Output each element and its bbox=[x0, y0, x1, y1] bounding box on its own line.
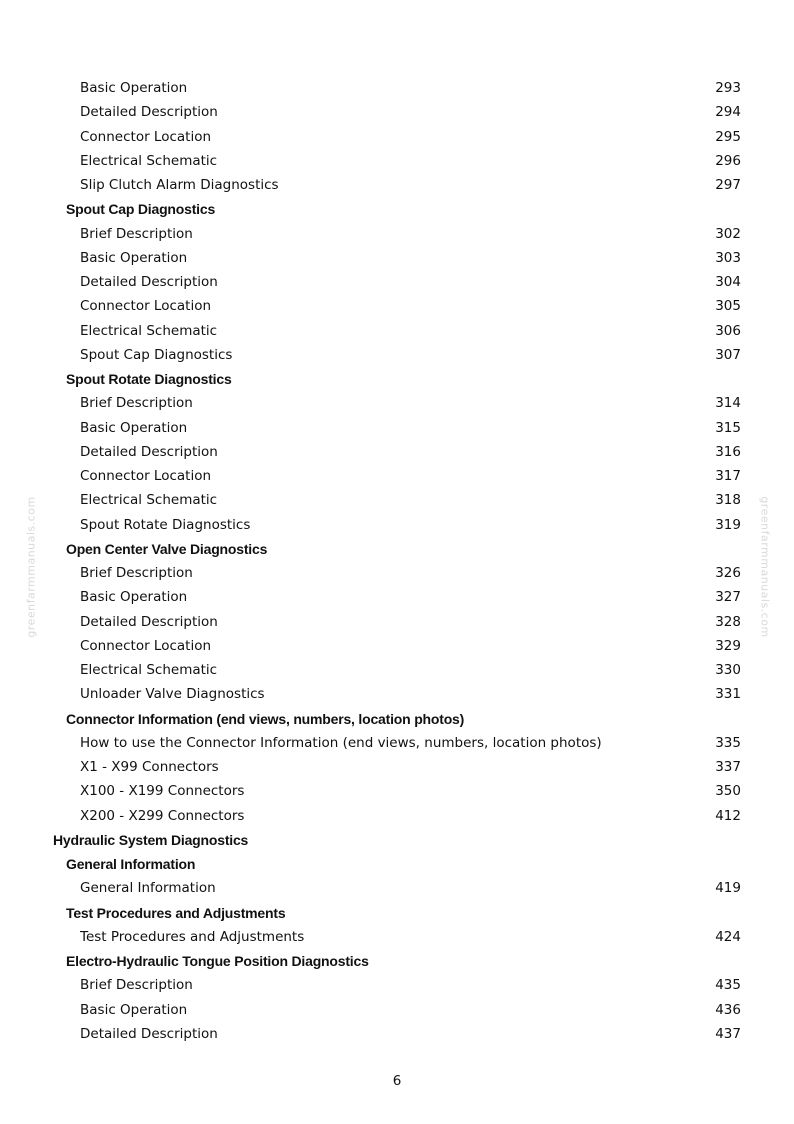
toc-section-heading bbox=[0, 828, 794, 852]
watermark-right: greenfarmmanuals.com bbox=[758, 496, 772, 638]
toc-entry-title[interactable]: Detailed Description bbox=[80, 274, 218, 290]
toc-entry-title[interactable]: Electrical Schematic bbox=[80, 662, 218, 678]
toc-entry[interactable] bbox=[0, 804, 794, 828]
toc-entry-title[interactable]: Connector Location bbox=[80, 128, 212, 145]
toc-entry[interactable] bbox=[0, 658, 794, 682]
toc-heading-title: Test Procedures and Adjustments bbox=[66, 904, 286, 921]
toc-entry[interactable] bbox=[0, 755, 794, 779]
toc-entry[interactable] bbox=[0, 319, 794, 343]
toc-heading-title: General Information bbox=[66, 856, 196, 872]
toc-entry[interactable] bbox=[0, 634, 794, 658]
toc-entry[interactable] bbox=[0, 246, 794, 270]
toc-entry[interactable] bbox=[0, 100, 794, 124]
toc-entry[interactable] bbox=[0, 561, 794, 585]
toc-heading-title: Open Center Valve Diagnostics bbox=[66, 540, 268, 557]
toc-entry[interactable] bbox=[0, 440, 794, 464]
toc-entry-title[interactable]: Brief Description bbox=[80, 395, 193, 412]
toc-entry[interactable] bbox=[0, 464, 794, 488]
toc-page-number[interactable]: 297 bbox=[715, 177, 741, 193]
toc-section-heading bbox=[0, 197, 794, 221]
toc-page-number[interactable]: 318 bbox=[715, 492, 741, 509]
toc-entry-title[interactable]: Connector Location bbox=[80, 298, 212, 315]
toc-entry-title[interactable]: X1 - X99 Connectors bbox=[80, 759, 219, 775]
toc-page-number[interactable]: 328 bbox=[715, 613, 741, 630]
toc-entry[interactable] bbox=[0, 513, 794, 537]
toc-entry[interactable] bbox=[0, 416, 794, 440]
toc-entry-title[interactable]: Electrical Schematic bbox=[80, 492, 218, 509]
toc-entry-title[interactable]: Connector Location bbox=[80, 637, 212, 654]
toc-section-heading bbox=[0, 901, 794, 925]
toc-entry[interactable] bbox=[0, 149, 794, 173]
toc-section-heading bbox=[0, 367, 794, 391]
toc-entry-title[interactable]: Brief Description bbox=[80, 225, 193, 242]
toc-entry[interactable] bbox=[0, 973, 794, 997]
toc-page-number[interactable]: 436 bbox=[715, 1001, 741, 1018]
toc-entry[interactable] bbox=[0, 391, 794, 415]
toc-entry[interactable] bbox=[0, 270, 794, 294]
toc-entry-title[interactable]: Basic Operation bbox=[80, 80, 188, 96]
toc-entry-title[interactable]: Basic Operation bbox=[80, 419, 188, 436]
toc-entry-title[interactable]: X100 - X199 Connectors bbox=[80, 783, 245, 800]
toc-entry[interactable] bbox=[0, 173, 794, 197]
toc-page-number[interactable]: 315 bbox=[715, 419, 741, 436]
toc-page-number[interactable]: 317 bbox=[715, 468, 741, 484]
toc-entry-title[interactable]: Electrical Schematic bbox=[80, 322, 218, 339]
toc-entry[interactable] bbox=[0, 343, 794, 367]
toc-entry[interactable] bbox=[0, 294, 794, 318]
toc-page-number[interactable]: 437 bbox=[715, 1025, 741, 1042]
toc-page-number[interactable]: 294 bbox=[715, 104, 741, 121]
toc-entry[interactable] bbox=[0, 779, 794, 803]
toc-page-number[interactable]: 327 bbox=[715, 589, 741, 606]
toc-page-number[interactable]: 304 bbox=[715, 274, 741, 290]
page-number: 6 bbox=[392, 1073, 402, 1089]
toc-entry-title[interactable]: How to use the Connector Information (end views, numbers, location photos) bbox=[80, 734, 602, 751]
toc-page-number[interactable]: 329 bbox=[715, 637, 741, 654]
toc-page-number[interactable]: 331 bbox=[715, 686, 741, 703]
toc-heading-title: Spout Cap Diagnostics bbox=[66, 201, 216, 218]
toc-page-number[interactable]: 435 bbox=[715, 977, 741, 994]
toc-page-number[interactable]: 302 bbox=[715, 225, 741, 242]
toc-page-number[interactable]: 305 bbox=[715, 298, 741, 315]
toc-page-number[interactable]: 306 bbox=[715, 322, 741, 339]
toc-entry-title[interactable]: Detailed Description bbox=[80, 104, 218, 121]
toc-entry-title[interactable]: Spout Rotate Diagnostics bbox=[80, 516, 251, 533]
toc-entry-title[interactable]: X200 - X299 Connectors bbox=[80, 807, 245, 824]
toc-entry-title[interactable]: Unloader Valve Diagnostics bbox=[80, 686, 265, 703]
toc-entry-title[interactable]: Detailed Description bbox=[80, 1025, 218, 1042]
toc-entry-title[interactable]: Basic Operation bbox=[80, 589, 188, 606]
toc-page-number[interactable]: 303 bbox=[715, 249, 741, 266]
toc-entry-title[interactable]: Connector Location bbox=[80, 468, 212, 484]
toc-section-heading bbox=[0, 537, 794, 561]
toc-section-heading bbox=[0, 852, 794, 876]
toc-entry-title[interactable]: Spout Cap Diagnostics bbox=[80, 346, 233, 363]
toc-heading-title: Hydraulic System Diagnostics bbox=[53, 831, 249, 848]
toc-entry-title[interactable]: Basic Operation bbox=[80, 1001, 188, 1018]
toc-section-heading bbox=[0, 949, 794, 973]
toc-page-number[interactable]: 326 bbox=[715, 565, 741, 581]
toc-page-number[interactable]: 296 bbox=[715, 152, 741, 169]
toc-entry[interactable] bbox=[0, 610, 794, 634]
toc-entry[interactable] bbox=[0, 222, 794, 246]
toc-entry[interactable] bbox=[0, 76, 794, 100]
toc-entry-title[interactable]: Brief Description bbox=[80, 565, 193, 581]
watermark-left: greenfarmmanuals.com bbox=[24, 496, 38, 638]
toc-entry[interactable] bbox=[0, 1022, 794, 1046]
toc-page-number[interactable]: 330 bbox=[715, 662, 741, 678]
toc-page-number[interactable]: 314 bbox=[715, 395, 741, 412]
toc-entry[interactable] bbox=[0, 682, 794, 706]
toc-entry-title[interactable]: Detailed Description bbox=[80, 443, 218, 460]
toc-page-number[interactable]: 316 bbox=[715, 443, 741, 460]
toc-page-number[interactable]: 350 bbox=[715, 783, 741, 800]
toc-section-heading bbox=[0, 707, 794, 731]
table-of-contents bbox=[0, 76, 794, 1046]
toc-entry[interactable] bbox=[0, 876, 794, 900]
toc-page-number[interactable]: 337 bbox=[715, 759, 741, 775]
toc-entry[interactable] bbox=[0, 125, 794, 149]
toc-page-number[interactable]: 335 bbox=[715, 734, 741, 751]
toc-page-number[interactable]: 319 bbox=[715, 516, 741, 533]
toc-entry-title[interactable]: Electrical Schematic bbox=[80, 152, 218, 169]
toc-entry[interactable] bbox=[0, 488, 794, 512]
toc-entry-title[interactable]: Test Procedures and Adjustments bbox=[80, 928, 305, 945]
toc-heading-title: Connector Information (end views, numbers, location photos) bbox=[66, 710, 465, 727]
toc-page-number[interactable]: 412 bbox=[715, 807, 741, 824]
toc-page-number[interactable]: 424 bbox=[715, 928, 741, 945]
toc-page-number[interactable]: 293 bbox=[715, 80, 741, 96]
toc-entry[interactable] bbox=[0, 925, 794, 949]
toc-page-number[interactable]: 419 bbox=[715, 880, 741, 897]
toc-page-number[interactable]: 307 bbox=[715, 346, 741, 363]
toc-entry[interactable] bbox=[0, 731, 794, 755]
toc-heading-title: Electro-Hydraulic Tongue Position Diagnostics bbox=[66, 953, 369, 969]
toc-entry-title[interactable]: Detailed Description bbox=[80, 613, 218, 630]
toc-entry[interactable] bbox=[0, 998, 794, 1022]
toc-heading-title: Spout Rotate Diagnostics bbox=[66, 371, 232, 387]
toc-entry-title[interactable]: Brief Description bbox=[80, 977, 193, 994]
toc-entry-title[interactable]: General Information bbox=[80, 880, 216, 897]
toc-entry-title[interactable]: Basic Operation bbox=[80, 249, 188, 266]
toc-page-number[interactable]: 295 bbox=[715, 128, 741, 145]
toc-entry-title[interactable]: Slip Clutch Alarm Diagnostics bbox=[80, 177, 279, 193]
toc-entry[interactable] bbox=[0, 585, 794, 609]
